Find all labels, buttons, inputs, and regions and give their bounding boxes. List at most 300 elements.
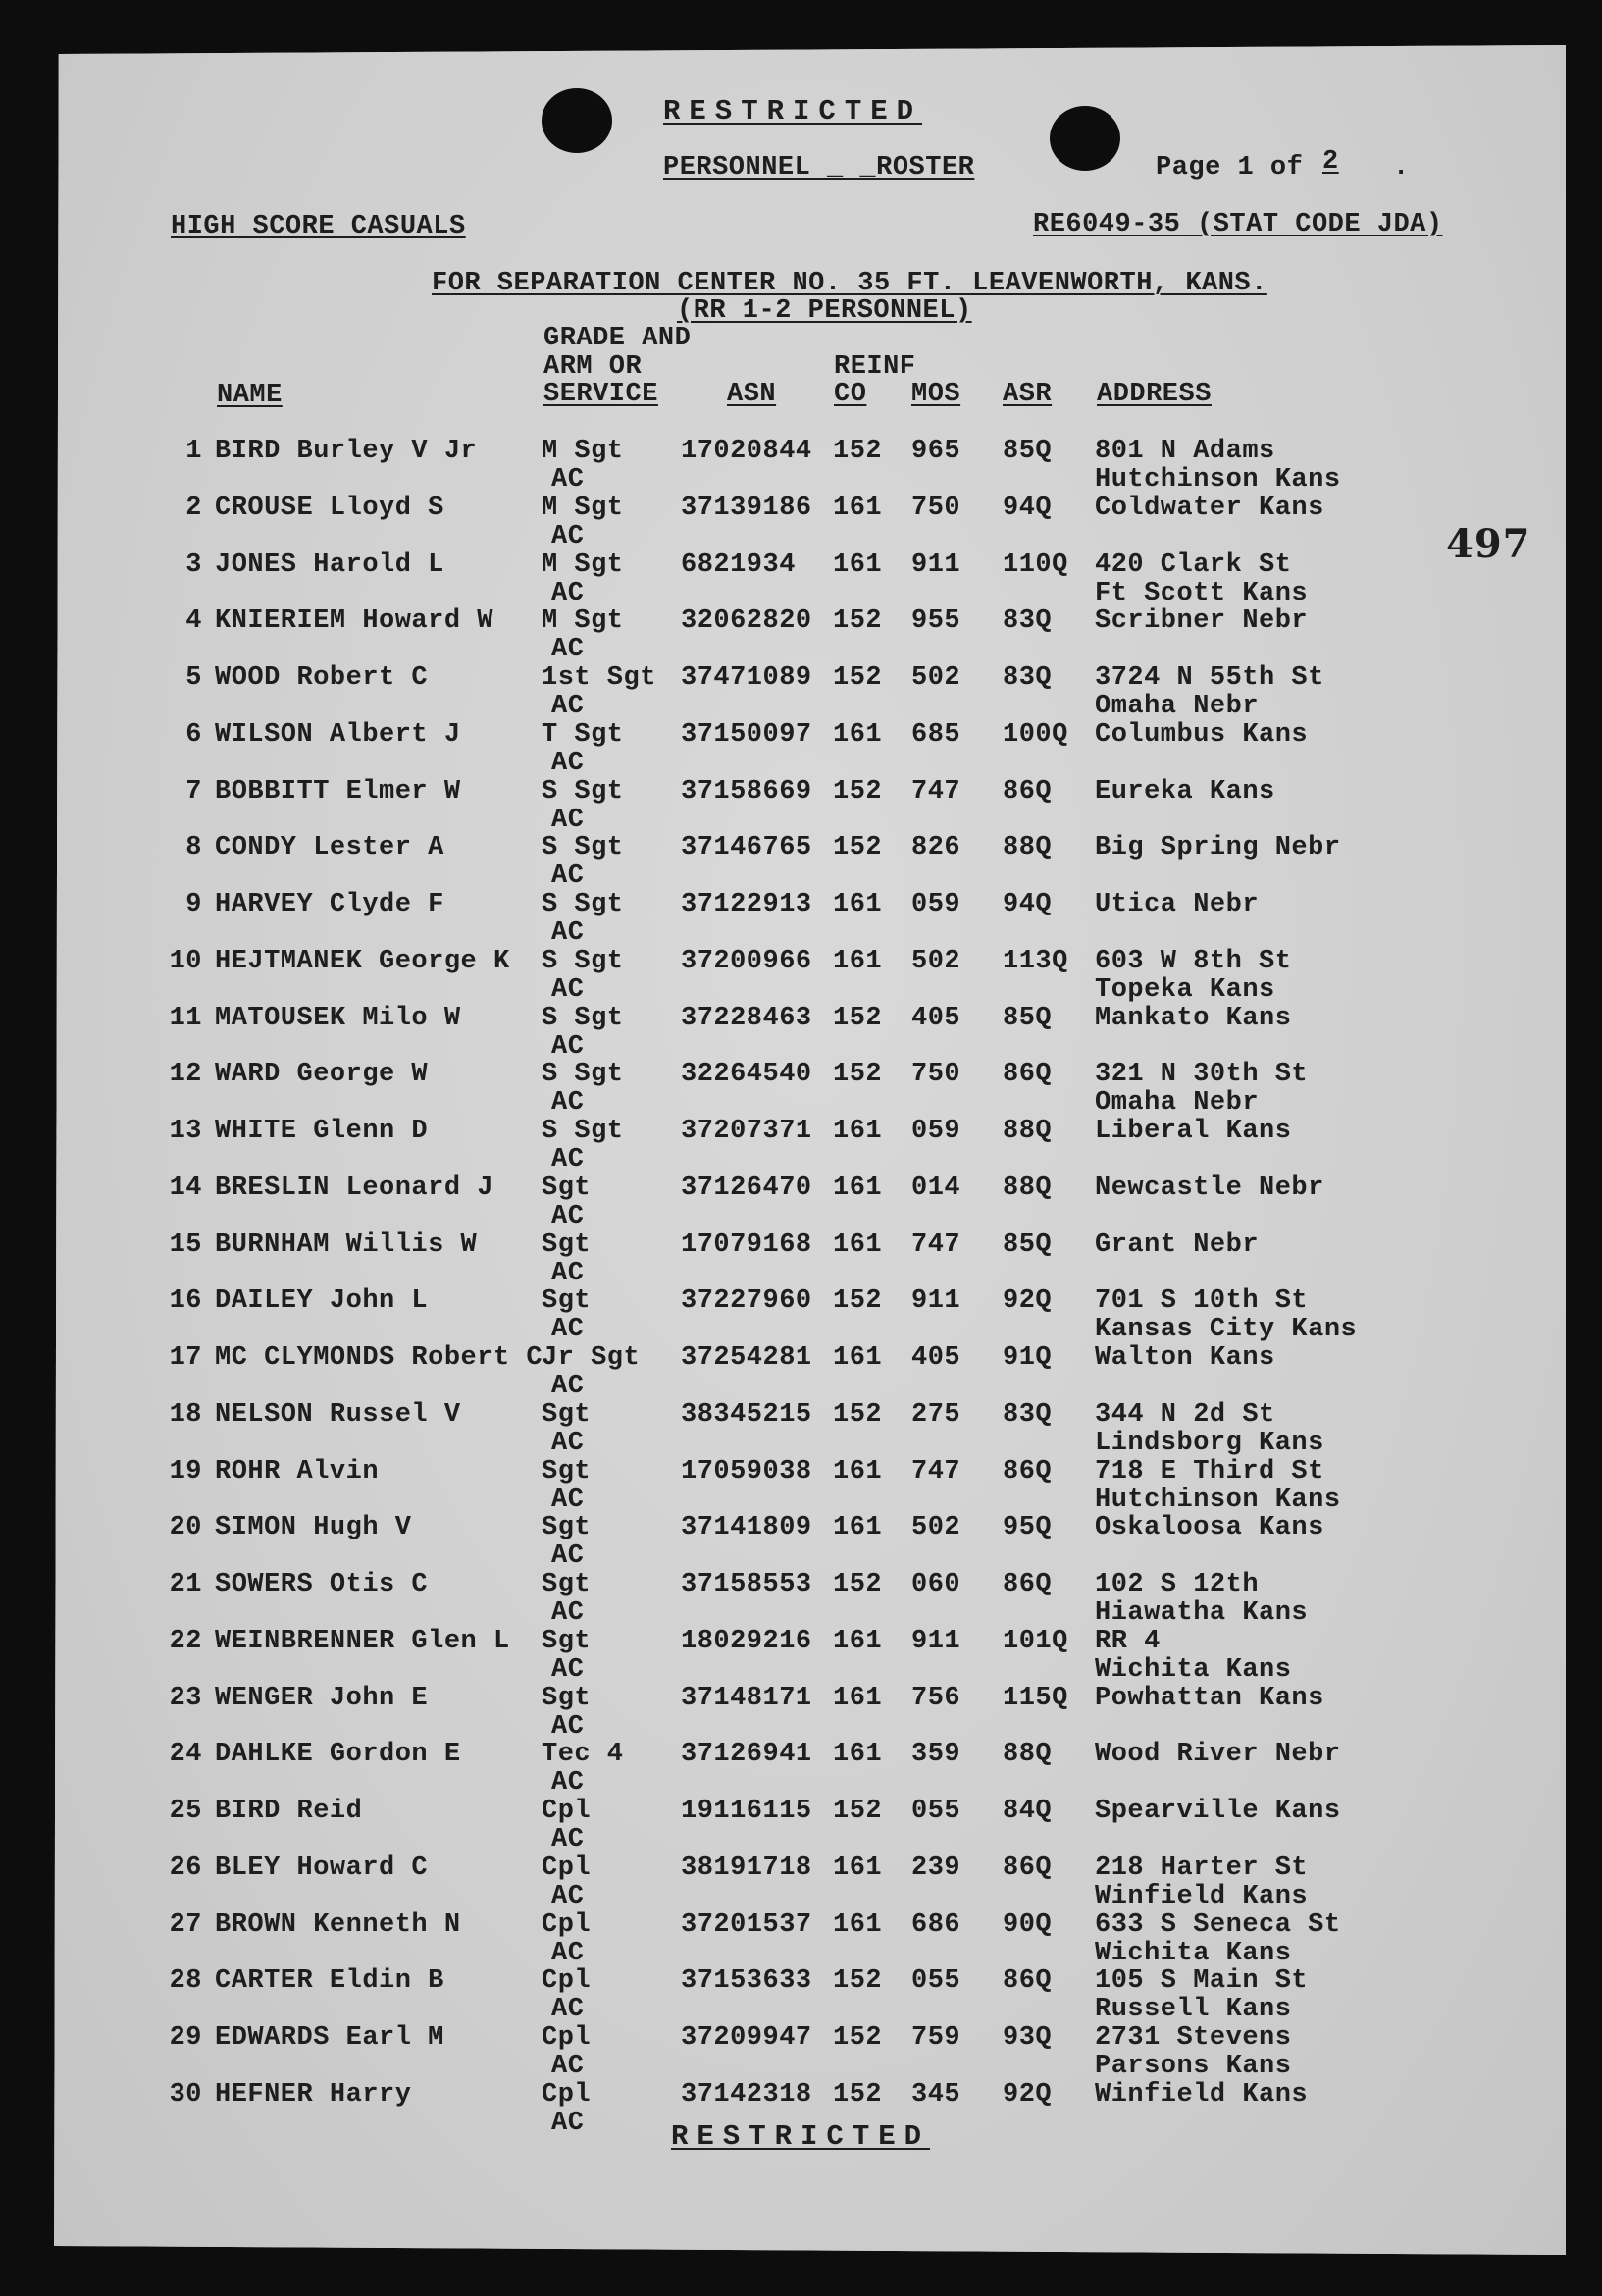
row-asn: 37139186 bbox=[681, 493, 812, 523]
row-mos: 014 bbox=[911, 1173, 961, 1203]
row-mos: 750 bbox=[911, 493, 961, 523]
row-arm: AC bbox=[551, 1201, 585, 1231]
row-name: BOBBITT Elmer W bbox=[215, 776, 461, 807]
row-arm: AC bbox=[551, 2108, 585, 2138]
row-asn: 37150097 bbox=[681, 719, 812, 750]
row-number: 24 bbox=[169, 1740, 202, 1770]
row-co: 161 bbox=[833, 1683, 883, 1713]
row-name: BROWN Kenneth N bbox=[215, 1909, 461, 1940]
punch-hole-right bbox=[1050, 106, 1120, 171]
punch-hole-left bbox=[542, 88, 612, 153]
row-arm: AC bbox=[551, 1145, 585, 1174]
row-arm: AC bbox=[551, 918, 585, 948]
row-address-line2: Ft Scott Kans bbox=[1095, 578, 1309, 608]
row-arm: AC bbox=[551, 1881, 585, 1911]
row-address-line1: 2731 Stevens bbox=[1095, 2023, 1292, 2053]
page-label: Page 1 of bbox=[1156, 153, 1304, 183]
row-name: CONDY Lester A bbox=[215, 833, 444, 863]
row-asr: 101Q bbox=[1003, 1626, 1068, 1656]
row-co: 161 bbox=[833, 1117, 883, 1146]
row-address-line1: 701 S 10th St bbox=[1095, 1286, 1309, 1317]
row-address-line2: Hutchinson Kans bbox=[1095, 1485, 1341, 1515]
row-mos: 911 bbox=[911, 549, 961, 580]
row-number: 19 bbox=[169, 1456, 202, 1487]
row-mos: 911 bbox=[911, 1626, 961, 1656]
row-number: 23 bbox=[169, 1683, 202, 1713]
row-grade: Sgt bbox=[542, 1570, 592, 1599]
row-mos: 756 bbox=[911, 1683, 961, 1713]
row-name: BURNHAM Willis W bbox=[215, 1229, 478, 1260]
row-arm: AC bbox=[551, 1598, 585, 1628]
row-asn: 37209947 bbox=[681, 2023, 812, 2053]
row-address-line1: Utica Nebr bbox=[1095, 890, 1260, 919]
row-asr: 94Q bbox=[1003, 890, 1053, 919]
row-asn: 37126941 bbox=[681, 1740, 812, 1770]
row-grade: Cpl bbox=[542, 2079, 592, 2110]
row-arm: AC bbox=[551, 1938, 585, 1968]
row-number: 10 bbox=[169, 946, 202, 976]
row-address-line1: Winfield Kans bbox=[1095, 2079, 1309, 2110]
row-asn: 32264540 bbox=[681, 1060, 812, 1090]
row-grade: Sgt bbox=[542, 1173, 592, 1203]
row-mos: 275 bbox=[911, 1399, 961, 1430]
row-mos: 747 bbox=[911, 1456, 961, 1487]
row-grade: S Sgt bbox=[542, 890, 624, 919]
row-mos: 747 bbox=[911, 1229, 961, 1260]
row-co: 152 bbox=[833, 1060, 883, 1090]
row-grade: Tec 4 bbox=[542, 1740, 624, 1770]
row-address-line1: Scribner Nebr bbox=[1095, 606, 1309, 637]
row-address-line1: 801 N Adams bbox=[1095, 437, 1275, 466]
row-address-line1: Powhattan Kans bbox=[1095, 1683, 1324, 1713]
row-address-line1: Wood River Nebr bbox=[1095, 1740, 1341, 1770]
row-address-line1: 718 E Third St bbox=[1095, 1456, 1324, 1487]
row-asn: 37142318 bbox=[681, 2079, 812, 2110]
row-arm: AC bbox=[551, 521, 585, 551]
row-arm: AC bbox=[551, 805, 585, 835]
row-co: 161 bbox=[833, 1229, 883, 1260]
row-number: 2 bbox=[185, 493, 202, 523]
row-name: NELSON Russel V bbox=[215, 1399, 461, 1430]
row-name: MC CLYMONDS Robert C bbox=[215, 1343, 543, 1373]
row-mos: 911 bbox=[911, 1286, 961, 1317]
row-mos: 759 bbox=[911, 2023, 961, 2053]
row-number: 14 bbox=[169, 1173, 202, 1203]
row-asn: 37200966 bbox=[681, 946, 812, 976]
row-arm: AC bbox=[551, 1654, 585, 1685]
row-asn: 17079168 bbox=[681, 1229, 812, 1260]
row-grade: M Sgt bbox=[542, 437, 624, 466]
row-address-line1: 321 N 30th St bbox=[1095, 1060, 1309, 1090]
row-arm: AC bbox=[551, 1485, 585, 1515]
row-address-line2: Omaha Nebr bbox=[1095, 692, 1260, 721]
row-asr: 88Q bbox=[1003, 1173, 1053, 1203]
right-caption: RE6049-35 (STAT CODE JDA) bbox=[1033, 210, 1443, 239]
row-address-line1: Mankato Kans bbox=[1095, 1003, 1292, 1033]
row-co: 152 bbox=[833, 2079, 883, 2110]
row-co: 152 bbox=[833, 437, 883, 466]
row-number: 29 bbox=[169, 2023, 202, 2053]
row-grade: S Sgt bbox=[542, 1117, 624, 1146]
row-mos: 685 bbox=[911, 719, 961, 750]
row-asn: 37148171 bbox=[681, 1683, 812, 1713]
restricted-footer: RESTRICTED bbox=[671, 2120, 931, 2153]
row-grade: Cpl bbox=[542, 1797, 592, 1826]
row-arm: AC bbox=[551, 1825, 585, 1854]
row-name: SOWERS Otis C bbox=[215, 1570, 429, 1599]
row-number: 16 bbox=[169, 1286, 202, 1317]
row-name: BRESLIN Leonard J bbox=[215, 1173, 493, 1203]
row-address-line1: Grant Nebr bbox=[1095, 1229, 1260, 1260]
row-grade: T Sgt bbox=[542, 719, 624, 750]
row-asn: 19116115 bbox=[681, 1797, 812, 1826]
row-grade: 1st Sgt bbox=[542, 663, 656, 693]
row-name: WEINBRENNER Glen L bbox=[215, 1626, 510, 1656]
row-name: SIMON Hugh V bbox=[215, 1513, 412, 1543]
row-asr: 83Q bbox=[1003, 1399, 1053, 1430]
row-asr: 84Q bbox=[1003, 1797, 1053, 1826]
row-address-line1: Liberal Kans bbox=[1095, 1117, 1292, 1146]
row-mos: 239 bbox=[911, 1852, 961, 1883]
row-asr: 86Q bbox=[1003, 776, 1053, 807]
row-name: WENGER John E bbox=[215, 1683, 429, 1713]
row-name: BIRD Burley V Jr bbox=[215, 437, 478, 466]
row-asr: 110Q bbox=[1003, 549, 1068, 580]
col-asr: ASR bbox=[1003, 380, 1053, 409]
row-mos: 686 bbox=[911, 1909, 961, 1940]
row-co: 161 bbox=[833, 946, 883, 976]
row-grade: Cpl bbox=[542, 2023, 592, 2053]
row-asn: 18029216 bbox=[681, 1626, 812, 1656]
row-address-line2: Kansas City Kans bbox=[1095, 1315, 1358, 1345]
row-number: 12 bbox=[169, 1060, 202, 1090]
row-co: 152 bbox=[833, 2023, 883, 2053]
row-address-line1: Walton Kans bbox=[1095, 1343, 1275, 1373]
row-mos: 055 bbox=[911, 1966, 961, 1997]
row-number: 7 bbox=[185, 776, 202, 807]
row-arm: AC bbox=[551, 861, 585, 892]
row-mos: 502 bbox=[911, 946, 961, 976]
row-mos: 955 bbox=[911, 606, 961, 637]
row-grade: Sgt bbox=[542, 1456, 592, 1487]
row-mos: 055 bbox=[911, 1797, 961, 1826]
row-mos: 502 bbox=[911, 663, 961, 693]
row-asn: 37153633 bbox=[681, 1966, 812, 1997]
row-grade: Sgt bbox=[542, 1286, 592, 1317]
col-grade-line1: GRADE AND bbox=[543, 324, 692, 353]
row-arm: AC bbox=[551, 465, 585, 495]
row-asr: 86Q bbox=[1003, 1966, 1053, 1997]
row-number: 21 bbox=[169, 1570, 202, 1599]
row-asr: 113Q bbox=[1003, 946, 1068, 976]
personnel-line: (RR 1-2 PERSONNEL) bbox=[677, 296, 972, 326]
row-co: 152 bbox=[833, 606, 883, 637]
row-asr: 86Q bbox=[1003, 1570, 1053, 1599]
row-address-line2: Hutchinson Kans bbox=[1095, 465, 1341, 495]
row-co: 161 bbox=[833, 1343, 883, 1373]
row-number: 9 bbox=[185, 890, 202, 919]
row-asr: 100Q bbox=[1003, 719, 1068, 750]
row-grade: Sgt bbox=[542, 1399, 592, 1430]
row-address-line1: 3724 N 55th St bbox=[1095, 663, 1324, 693]
row-grade: S Sgt bbox=[542, 833, 624, 863]
row-asr: 86Q bbox=[1003, 1456, 1053, 1487]
row-mos: 826 bbox=[911, 833, 961, 863]
row-mos: 059 bbox=[911, 890, 961, 919]
row-number: 25 bbox=[169, 1797, 202, 1826]
row-mos: 405 bbox=[911, 1003, 961, 1033]
row-name: WILSON Albert J bbox=[215, 719, 461, 750]
row-grade: S Sgt bbox=[542, 1060, 624, 1090]
row-name: DAHLKE Gordon E bbox=[215, 1740, 461, 1770]
row-co: 152 bbox=[833, 1399, 883, 1430]
row-number: 17 bbox=[169, 1343, 202, 1373]
row-mos: 359 bbox=[911, 1740, 961, 1770]
page-stamp: 497 bbox=[1446, 521, 1531, 567]
row-co: 161 bbox=[833, 1852, 883, 1883]
row-asn: 37201537 bbox=[681, 1909, 812, 1940]
row-address-line1: RR 4 bbox=[1095, 1626, 1161, 1656]
row-arm: AC bbox=[551, 578, 585, 608]
row-address-line1: Eureka Kans bbox=[1095, 776, 1275, 807]
row-co: 161 bbox=[833, 1626, 883, 1656]
row-number: 3 bbox=[185, 549, 202, 580]
row-address-line1: Spearville Kans bbox=[1095, 1797, 1341, 1826]
row-co: 161 bbox=[833, 890, 883, 919]
row-name: WARD George W bbox=[215, 1060, 429, 1090]
row-co: 161 bbox=[833, 549, 883, 580]
row-arm: AC bbox=[551, 1768, 585, 1799]
row-name: WHITE Glenn D bbox=[215, 1117, 429, 1146]
row-co: 152 bbox=[833, 1966, 883, 1997]
row-address-line1: 218 Harter St bbox=[1095, 1852, 1309, 1883]
row-asn: 17059038 bbox=[681, 1456, 812, 1487]
row-grade: M Sgt bbox=[542, 549, 624, 580]
row-grade: S Sgt bbox=[542, 1003, 624, 1033]
roster-title: PERSONNEL _ _ROSTER bbox=[663, 153, 975, 183]
row-name: BLEY Howard C bbox=[215, 1852, 429, 1883]
row-arm: AC bbox=[551, 1088, 585, 1119]
row-mos: 965 bbox=[911, 437, 961, 466]
row-address-line2: Parsons Kans bbox=[1095, 2052, 1292, 2081]
row-address-line1: Big Spring Nebr bbox=[1095, 833, 1341, 863]
row-asr: 86Q bbox=[1003, 1060, 1053, 1090]
row-address-line2: Wichita Kans bbox=[1095, 1938, 1292, 1968]
row-address-line1: 603 W 8th St bbox=[1095, 946, 1292, 976]
row-co: 161 bbox=[833, 1173, 883, 1203]
row-mos: 747 bbox=[911, 776, 961, 807]
row-arm: AC bbox=[551, 1315, 585, 1345]
row-address-line1: 102 S 12th bbox=[1095, 1570, 1260, 1599]
row-mos: 059 bbox=[911, 1117, 961, 1146]
row-asr: 93Q bbox=[1003, 2023, 1053, 2053]
row-co: 152 bbox=[833, 663, 883, 693]
row-co: 152 bbox=[833, 1003, 883, 1033]
col-mos: MOS bbox=[911, 380, 961, 409]
row-arm: AC bbox=[551, 1711, 585, 1742]
row-address-line1: 344 N 2d St bbox=[1095, 1399, 1275, 1430]
row-asr: 85Q bbox=[1003, 437, 1053, 466]
row-co: 152 bbox=[833, 1286, 883, 1317]
row-address-line1: Coldwater Kans bbox=[1095, 493, 1324, 523]
row-name: KNIERIEM Howard W bbox=[215, 606, 493, 637]
row-mos: 405 bbox=[911, 1343, 961, 1373]
row-arm: AC bbox=[551, 1031, 585, 1062]
row-asn: 37228463 bbox=[681, 1003, 812, 1033]
row-address-line1: 633 S Seneca St bbox=[1095, 1909, 1341, 1940]
row-address-line1: Newcastle Nebr bbox=[1095, 1173, 1324, 1203]
row-name: BIRD Reid bbox=[215, 1797, 363, 1826]
row-asn: 37122913 bbox=[681, 890, 812, 919]
row-asn: 37471089 bbox=[681, 663, 812, 693]
row-name: MATOUSEK Milo W bbox=[215, 1003, 461, 1033]
row-co: 161 bbox=[833, 493, 883, 523]
row-address-line1: Oskaloosa Kans bbox=[1095, 1513, 1324, 1543]
row-grade: M Sgt bbox=[542, 606, 624, 637]
row-number: 27 bbox=[169, 1909, 202, 1940]
row-arm: AC bbox=[551, 635, 585, 665]
row-asr: 85Q bbox=[1003, 1229, 1053, 1260]
row-number: 6 bbox=[185, 719, 202, 750]
page-total: 2 bbox=[1322, 147, 1339, 177]
row-grade: Cpl bbox=[542, 1966, 592, 1997]
row-asr: 91Q bbox=[1003, 1343, 1053, 1373]
row-asr: 83Q bbox=[1003, 663, 1053, 693]
row-asr: 94Q bbox=[1003, 493, 1053, 523]
row-co: 161 bbox=[833, 719, 883, 750]
row-grade: Sgt bbox=[542, 1626, 592, 1656]
row-arm: AC bbox=[551, 1428, 585, 1458]
row-asr: 85Q bbox=[1003, 1003, 1053, 1033]
row-name: CROUSE Lloyd S bbox=[215, 493, 444, 523]
row-co: 152 bbox=[833, 1570, 883, 1599]
row-co: 152 bbox=[833, 1797, 883, 1826]
row-name: HEFNER Harry bbox=[215, 2079, 412, 2110]
page-end: . bbox=[1393, 153, 1410, 183]
row-mos: 750 bbox=[911, 1060, 961, 1090]
row-number: 30 bbox=[169, 2079, 202, 2110]
row-co: 152 bbox=[833, 833, 883, 863]
row-grade: Sgt bbox=[542, 1513, 592, 1543]
row-name: EDWARDS Earl M bbox=[215, 2023, 444, 2053]
row-asn: 38191718 bbox=[681, 1852, 812, 1883]
row-number: 5 bbox=[185, 663, 202, 693]
row-number: 28 bbox=[169, 1966, 202, 1997]
row-grade: Sgt bbox=[542, 1229, 592, 1260]
row-co: 161 bbox=[833, 1513, 883, 1543]
col-reinf-line1: REINF bbox=[834, 352, 916, 382]
row-asn: 37207371 bbox=[681, 1117, 812, 1146]
row-asn: 37254281 bbox=[681, 1343, 812, 1373]
row-number: 26 bbox=[169, 1852, 202, 1883]
row-asr: 115Q bbox=[1003, 1683, 1068, 1713]
col-asn: ASN bbox=[727, 380, 777, 409]
row-grade: Cpl bbox=[542, 1852, 592, 1883]
row-number: 4 bbox=[185, 606, 202, 637]
row-asr: 83Q bbox=[1003, 606, 1053, 637]
row-asr: 92Q bbox=[1003, 2079, 1053, 2110]
row-asr: 88Q bbox=[1003, 1117, 1053, 1146]
row-asn: 32062820 bbox=[681, 606, 812, 637]
row-grade: S Sgt bbox=[542, 946, 624, 976]
row-mos: 060 bbox=[911, 1570, 961, 1599]
row-number: 13 bbox=[169, 1117, 202, 1146]
row-asr: 95Q bbox=[1003, 1513, 1053, 1543]
row-name: DAILEY John L bbox=[215, 1286, 429, 1317]
row-number: 8 bbox=[185, 833, 202, 863]
row-arm: AC bbox=[551, 1541, 585, 1572]
col-address: ADDRESS bbox=[1097, 380, 1212, 409]
row-number: 15 bbox=[169, 1229, 202, 1260]
row-asn: 6821934 bbox=[681, 549, 796, 580]
row-asn: 37158553 bbox=[681, 1570, 812, 1599]
row-address-line2: Hiawatha Kans bbox=[1095, 1598, 1309, 1628]
row-grade: Cpl bbox=[542, 1909, 592, 1940]
row-asn: 37158669 bbox=[681, 776, 812, 807]
row-co: 161 bbox=[833, 1909, 883, 1940]
row-co: 161 bbox=[833, 1740, 883, 1770]
row-asr: 88Q bbox=[1003, 1740, 1053, 1770]
row-asr: 90Q bbox=[1003, 1909, 1053, 1940]
row-number: 11 bbox=[169, 1003, 202, 1033]
row-arm: AC bbox=[551, 1995, 585, 2025]
row-grade: Sgt bbox=[542, 1683, 592, 1713]
row-number: 22 bbox=[169, 1626, 202, 1656]
row-address-line2: Wichita Kans bbox=[1095, 1654, 1292, 1685]
row-name: HEJTMANEK George K bbox=[215, 946, 510, 976]
col-grade-line3: SERVICE bbox=[543, 380, 658, 409]
row-number: 20 bbox=[169, 1513, 202, 1543]
row-asn: 37126470 bbox=[681, 1173, 812, 1203]
row-arm: AC bbox=[551, 748, 585, 778]
row-co: 161 bbox=[833, 1456, 883, 1487]
row-arm: AC bbox=[551, 974, 585, 1005]
row-name: JONES Harold L bbox=[215, 549, 444, 580]
row-number: 1 bbox=[185, 437, 202, 466]
row-grade: M Sgt bbox=[542, 493, 624, 523]
row-address-line2: Topeka Kans bbox=[1095, 974, 1275, 1005]
separation-center-line: FOR SEPARATION CENTER NO. 35 FT. LEAVENWORTH, KANS. bbox=[432, 269, 1267, 298]
col-name: NAME bbox=[217, 381, 283, 410]
row-number: 18 bbox=[169, 1399, 202, 1430]
row-address-line1: Columbus Kans bbox=[1095, 719, 1309, 750]
row-co: 152 bbox=[833, 776, 883, 807]
left-caption: HIGH SCORE CASUALS bbox=[171, 212, 466, 241]
row-address-line2: Russell Kans bbox=[1095, 1995, 1292, 2025]
row-name: WOOD Robert C bbox=[215, 663, 429, 693]
row-asn: 37141809 bbox=[681, 1513, 812, 1543]
row-asn: 37227960 bbox=[681, 1286, 812, 1317]
row-name: ROHR Alvin bbox=[215, 1456, 380, 1487]
row-name: CARTER Eldin B bbox=[215, 1966, 444, 1997]
restricted-header: RESTRICTED bbox=[663, 95, 923, 128]
row-asn: 37146765 bbox=[681, 833, 812, 863]
col-grade-line2: ARM OR bbox=[543, 352, 643, 382]
row-address-line2: Winfield Kans bbox=[1095, 1881, 1309, 1911]
row-grade: Jr Sgt bbox=[542, 1343, 641, 1373]
row-asr: 88Q bbox=[1003, 833, 1053, 863]
row-address-line2: Omaha Nebr bbox=[1095, 1088, 1260, 1119]
row-arm: AC bbox=[551, 2052, 585, 2081]
row-arm: AC bbox=[551, 692, 585, 721]
row-grade: S Sgt bbox=[542, 776, 624, 807]
row-arm: AC bbox=[551, 1258, 585, 1288]
col-reinf-line2: CO bbox=[834, 380, 867, 409]
row-name: HARVEY Clyde F bbox=[215, 890, 444, 919]
row-mos: 502 bbox=[911, 1513, 961, 1543]
row-arm: AC bbox=[551, 1372, 585, 1401]
row-address-line1: 420 Clark St bbox=[1095, 549, 1292, 580]
